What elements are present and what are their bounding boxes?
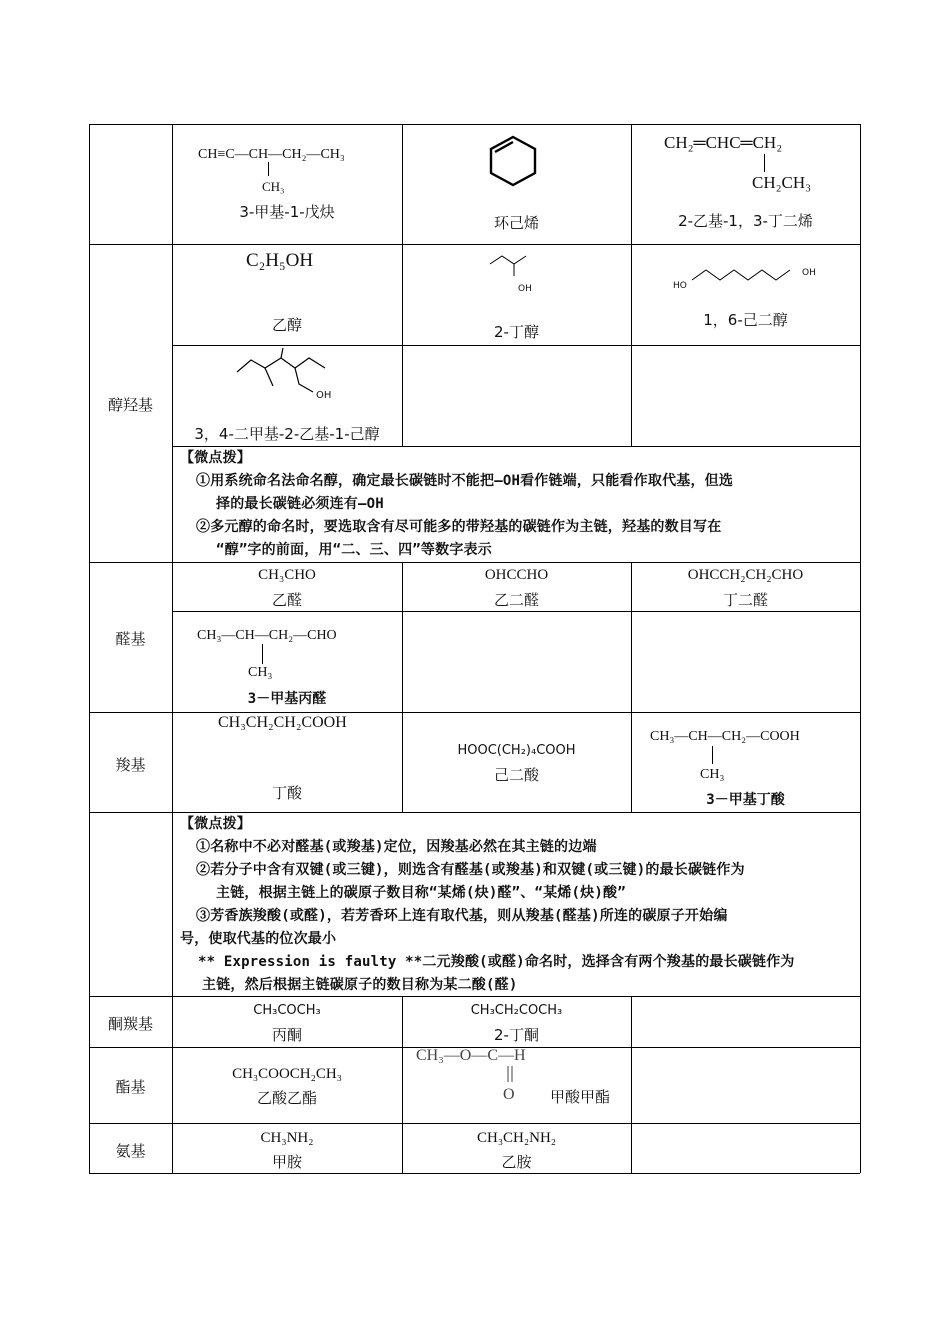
hydroxyl-label: OH <box>518 284 532 294</box>
compound-name: 乙二醛 <box>493 591 539 609</box>
compound-name: 丙酮 <box>271 1026 302 1044</box>
compound-name: 1，6-己二醇 <box>703 311 788 329</box>
condensed-formula: CH₃CHO <box>258 567 316 583</box>
compound-name: 2-丁醇 <box>494 323 539 341</box>
compound-name: 乙胺 <box>501 1153 532 1171</box>
hydroxyl-label: OH <box>316 390 332 401</box>
condensed-formula: CH₃CH₂CH₂COOH <box>218 714 347 731</box>
functional-group-label: 酯基 <box>115 1078 146 1096</box>
tip-line: 主链，然后根据主链碳原子的数目称为某二酸(醛) <box>202 977 518 993</box>
condensed-formula: CH₃CH₂COCH₃ <box>470 1003 563 1018</box>
tip-title: 【微点拨】 <box>180 816 251 832</box>
compound-name: 3，4-二甲基-2-乙基-1-己醇 <box>194 425 380 443</box>
tip-line: 主链，根据主链上的碳原子数目称“某烯(炔)醛”、“某烯(炔)酸” <box>216 885 626 901</box>
compound-name: 环己烯 <box>493 214 539 232</box>
carbonyl-double-bond <box>505 1066 515 1086</box>
hydroxyl-label: HO <box>673 281 687 291</box>
hydroxyl-label: OH <box>802 268 816 278</box>
cyclohexene-ring-diagram <box>488 135 548 195</box>
structural-formula-branch: CH₃ <box>262 179 285 194</box>
branch-bond <box>764 154 765 172</box>
tip-line: ①用系统命名法命名醇，确定最长碳链时不能把—OH看作链端，只能看作取代基，但选 <box>196 473 734 489</box>
tip-line: ①名称中不必对醛基(或羧基)定位，因羧基必然在其主链的边端 <box>196 839 597 855</box>
structural-formula-branch: CH₃ <box>248 665 273 680</box>
functional-group-label: 醛基 <box>115 630 146 648</box>
functional-group-label: 羧基 <box>115 756 146 774</box>
functional-group-label: 氨基 <box>115 1142 146 1160</box>
compound-name: 己二酸 <box>493 766 539 784</box>
condensed-formula: CH₃NH₂ <box>260 1130 314 1146</box>
compound-name: 乙醇 <box>271 316 302 334</box>
structural-formula-main-chain: CH₃—O—C—H <box>416 1047 526 1064</box>
branch-bond <box>262 644 263 664</box>
condensed-formula: OHCCH₂CH₂CHO <box>687 567 804 583</box>
functional-group-label: 醇羟基 <box>107 396 153 414</box>
hexanediol-skeletal-diagram <box>692 262 802 286</box>
compound-name: 乙醛 <box>271 591 302 609</box>
condensed-formula: CH₃COOCH₂CH₃ <box>232 1066 342 1082</box>
structural-formula-main-chain: CH₃—CH—CH₂—COOH <box>650 729 800 744</box>
structural-formula-main-chain: CH≡C—CH—CH₂—CH₃ <box>198 147 345 162</box>
condensed-formula: CH₃COCH₃ <box>253 1003 321 1018</box>
branch-bond <box>268 162 269 176</box>
tip-note <box>180 447 733 562</box>
compound-name: 2-丁酮 <box>494 1026 539 1044</box>
branch-bond <box>712 746 713 764</box>
compound-name: 丁二醛 <box>722 591 768 609</box>
compound-name: 2-乙基-1，3-丁二烯 <box>678 212 813 230</box>
condensed-formula: CH₃CH₂NH₂ <box>476 1130 557 1146</box>
compound-name: 丁酸 <box>271 784 302 802</box>
condensed-formula: OHCCHO <box>484 567 549 583</box>
compound-name: 3-甲基-1-戊炔 <box>239 203 335 221</box>
tip-title: 【微点拨】 <box>180 450 251 466</box>
tip-line: ③芳香族羧酸(或醛)，若芳香环上连有取代基，则从羧基(醛基)所连的碳原子开始编 <box>196 908 728 924</box>
molecular-formula: C₂H₅OH <box>246 250 314 271</box>
compound-name: 3－甲基丁酸 <box>706 792 785 808</box>
condensed-formula: HOOC(CH₂)₄COOH <box>457 743 576 758</box>
structural-formula-main-chain: CH₂═CHC═CH₂ <box>664 133 783 152</box>
compound-name: 甲酸甲酯 <box>550 1088 611 1106</box>
compound-name: 甲胺 <box>271 1153 302 1171</box>
tip-line: “醇”字的前面，用“二、三、四”等数字表示 <box>216 542 492 558</box>
tip-line: 号，使取代基的位次最小 <box>180 931 337 947</box>
carbonyl-oxygen: O <box>503 1086 515 1103</box>
structural-formula-branch: CH₂CH₃ <box>752 173 812 192</box>
structural-formula-branch: CH₃ <box>700 767 725 782</box>
tip-line: ②多元醇的命名时，要选取含有尽可能多的带羟基的碳链作为主链，羟基的数目写在 <box>196 519 722 535</box>
tip-line: ②若分子中含有双键(或三键)，则选含有醛基(或羧基)和双键(或三键)的最长碳链作为 <box>196 862 745 878</box>
tip-line: 择的最长碳链必须连有—OH <box>216 496 384 512</box>
compound-name: 乙酸乙酯 <box>256 1089 317 1107</box>
tip-line: ** Expression is faulty **二元羧酸(或醛)命名时，选择含有两个羧基的最长碳链作为 <box>198 954 795 970</box>
structural-formula-main-chain: CH₃—CH—CH₂—CHO <box>197 628 337 643</box>
functional-group-label: 酮羰基 <box>107 1015 153 1033</box>
tip-note <box>180 813 795 997</box>
compound-name: 3－甲基丙醛 <box>247 691 327 707</box>
